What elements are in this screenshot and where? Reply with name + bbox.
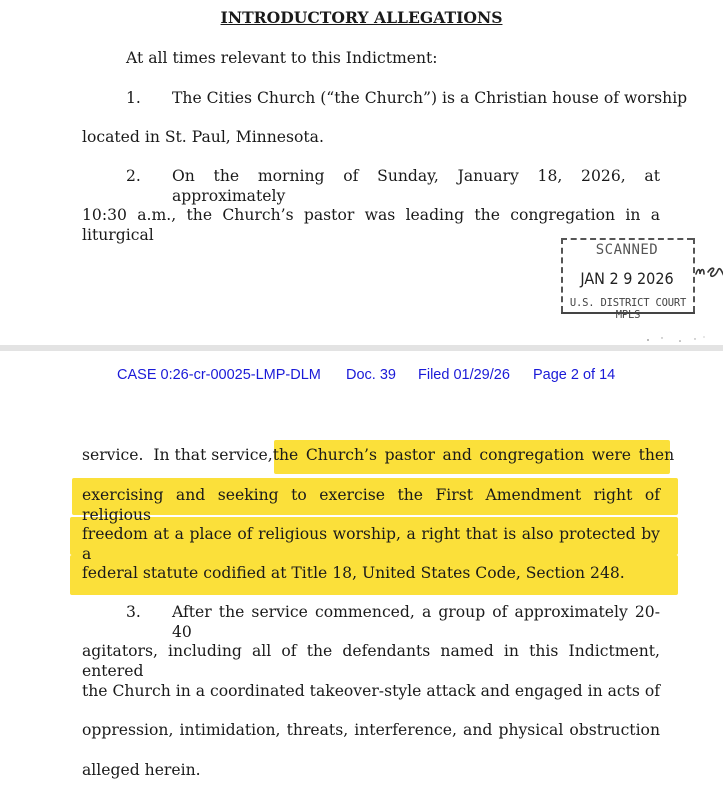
stamp-court: U.S. DISTRICT COURT MPLS: [569, 297, 687, 321]
para-2-text-3-highlight: the Church’s pastor and congregation were then: [272, 446, 675, 464]
para-3-line-4: oppression, intimidation, threats, interference, and physical obstruction: [82, 721, 660, 739]
para-2-line-6: federal statute codified at Title 18, United States Code, Section 248.: [82, 564, 625, 582]
para-2-line-2: 10:30 a.m., the Church’s pastor was leading the congregation in a liturgical: [82, 206, 660, 244]
section-heading: INTRODUCTORY ALLEGATIONS: [220, 8, 503, 27]
para-2-line-4: exercising and seeking to exercise the First Amendment right of religious: [82, 486, 660, 524]
para-3-line-1: [126, 602, 660, 642]
para-2-text-3-plain: service. In that service,: [82, 446, 273, 464]
para-2-line-1: [126, 166, 660, 206]
para-3-line-5: alleged herein.: [82, 761, 201, 779]
para-3-text-1: After the service commenced, a group of approximately 20-40: [172, 603, 660, 641]
para-2-line-5: freedom at a place of religious worship, a right that is also protected by a: [82, 525, 660, 563]
para-2-number: 2.: [126, 167, 141, 185]
para-2-line-3: [82, 445, 675, 465]
para-1-line-2: located in St. Paul, Minnesota.: [82, 128, 324, 146]
para-1-text-1: The Cities Church (“the Church”) is a Christian house of worship: [172, 89, 688, 107]
stamp-date: JAN 2 9 2026: [580, 269, 674, 288]
scan-specks: [640, 334, 710, 344]
para-3-number: 3.: [126, 603, 141, 621]
case-header: [0, 367, 723, 387]
scanned-stamp: [561, 238, 695, 321]
para-3-line-3: the Church in a coordinated takeover-style attack and engaged in acts of: [82, 682, 660, 700]
filed-date: Filed 01/29/26: [418, 367, 510, 383]
case-number: CASE 0:26-cr-00025-LMP-DLM: [117, 367, 321, 383]
handwritten-initials: [694, 260, 723, 282]
intro-line: At all times relevant to this Indictment:: [126, 49, 438, 67]
doc-number: Doc. 39: [346, 367, 396, 383]
page-number: Page 2 of 14: [533, 367, 616, 383]
page-separator: [0, 345, 723, 351]
para-3-line-2: agitators, including all of the defendants named in this Indictment, entered: [82, 642, 660, 680]
stamp-title: SCANNED: [595, 242, 659, 258]
page-1-fragment: [0, 0, 723, 347]
para-1-number: 1.: [126, 89, 141, 107]
para-2-text-1: On the morning of Sunday, January 18, 2026, at approximately: [172, 167, 660, 205]
para-1-line-1: [126, 88, 688, 108]
